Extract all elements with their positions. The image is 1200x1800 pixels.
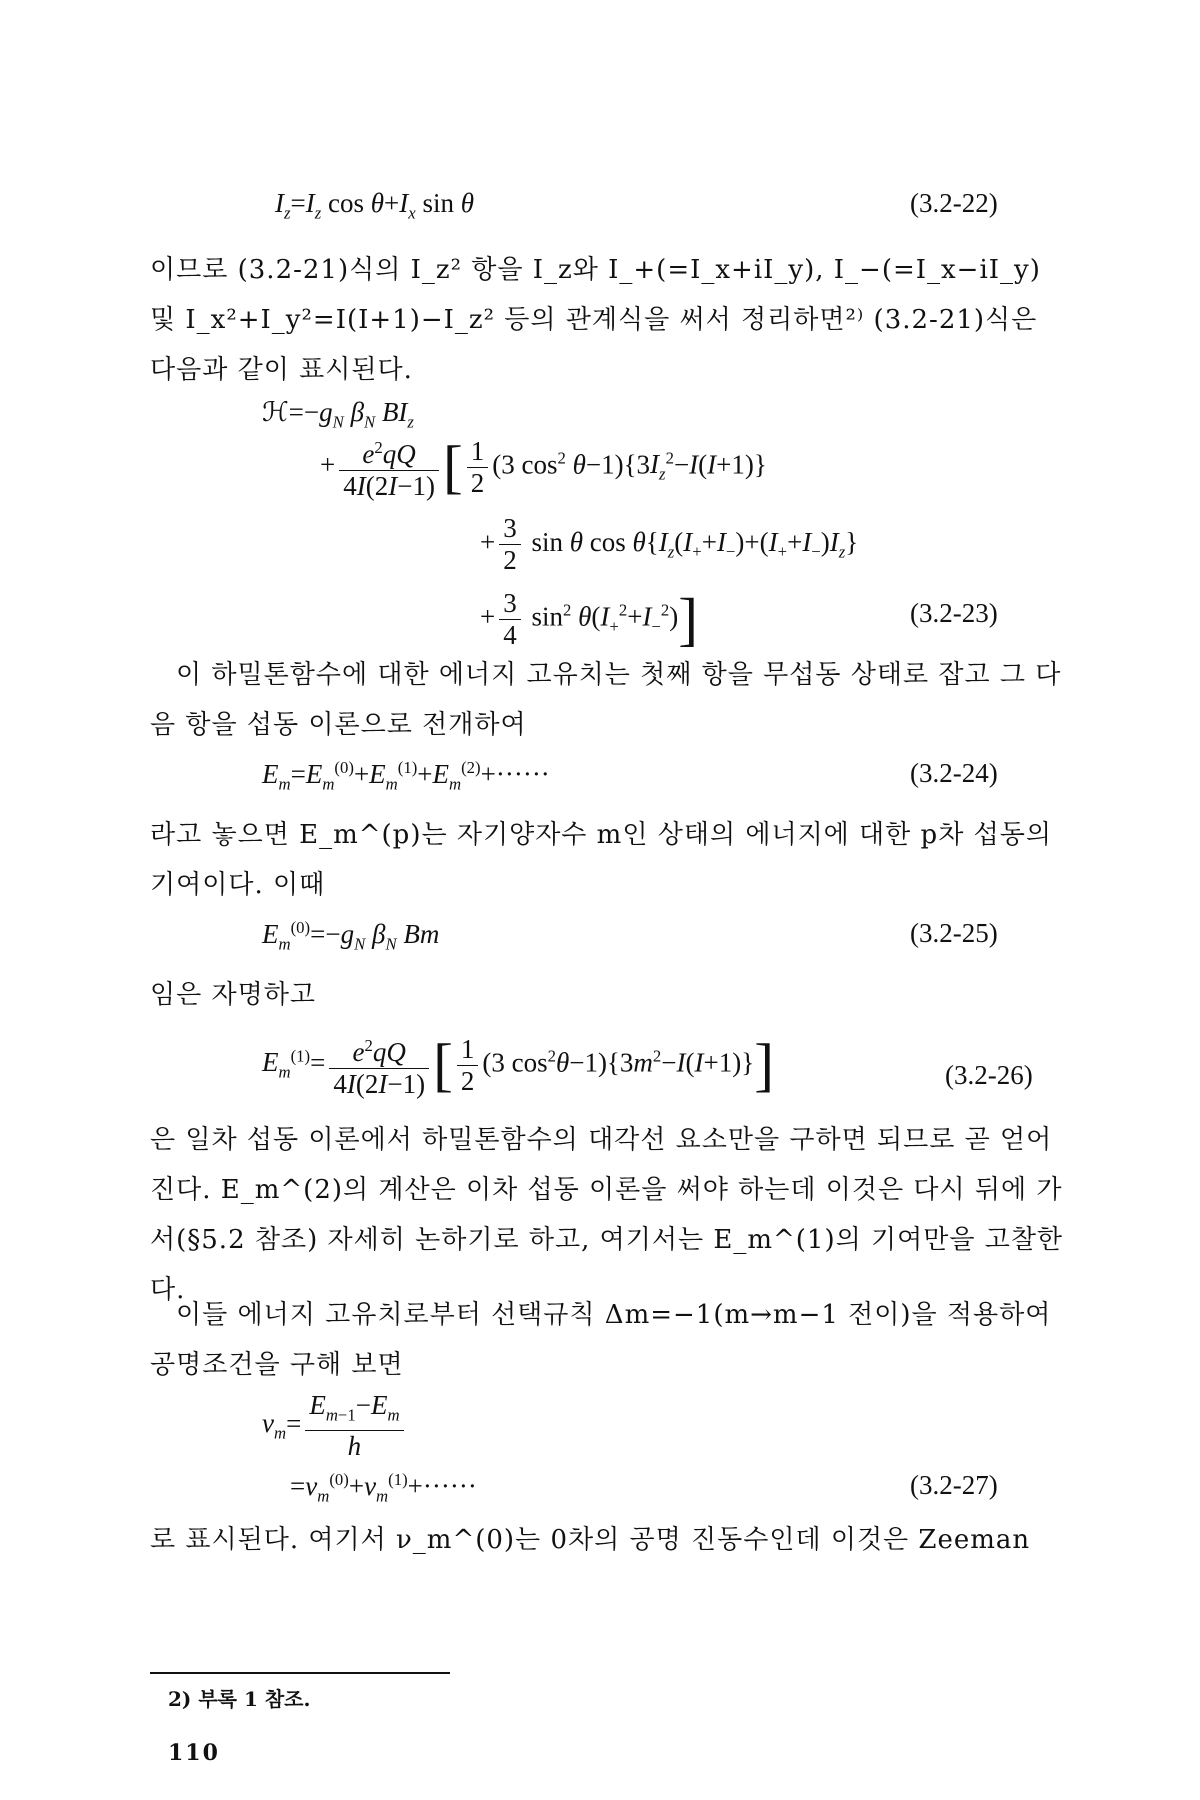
- paragraph: 이므로 (3.2-21)식의 I_z² 항을 I_z와 I_+(=I_x+iI_y), I_−(=I_x−iI_y) 및 I_x²+I_y²=I(I+1)−I_z² 등의 관계식을 써서 정리하면²⁾ (3.2-21)식은 다음과 같이 표시된다.: [150, 255, 1041, 385]
- equation-number: (3.2-24): [910, 758, 998, 788]
- equation-number: (3.2-26): [945, 1060, 1033, 1090]
- equation-3-2-26: $E_m^{(1)}=$ $\frac{e^2qQ}{4I(2I-1)}$ [ $\frac{1}{2}$ (3 $\cos^2\theta-1)\{3m^2-I(I+1)\}$]: [262, 1031, 774, 1100]
- paragraph: 라고 놓으면 E_m^(p)는 자기양자수 m인 상태의 에너지에 대한 p차 섭동의 기여이다. 이때: [150, 820, 1052, 900]
- footnote: 2) 부록 1 참조.: [168, 1687, 311, 1711]
- equation-3-2-23-line-4: + $\frac{3}{4}$ $\sin^2 \theta(I_+^2+I_-^2)$]: [480, 586, 699, 652]
- equation-number: (3.2-22): [910, 188, 998, 218]
- footnote-rule: [150, 1672, 450, 1674]
- equation-3-2-27-line-2: $=\nu_m^{(0)}+\nu_m^{(1)}+\cdot\cdot\cdot\cdot\cdot\cdot$: [290, 1470, 477, 1506]
- equation-3-2-27-line-1: $\nu_m=$ $\frac{E_{m-1}-E_m}{h}$: [262, 1390, 408, 1462]
- equation-number: (3.2-27): [910, 1470, 998, 1500]
- paragraph: 이들 에너지 고유치로부터 선택규칙 Δm=−1(m→m−1 전이)을 적용하여 공명조건을 구해 보면: [150, 1300, 1052, 1380]
- equation-3-2-25: $E_m^{(0)}=-g_N$ $\beta_N$ Bm: [262, 918, 440, 954]
- equation-3-2-23-line-3: + $\frac{3}{2}$ sin θ $\cos \theta\{I_z(I_++I_-)+(I_++I_-)I_z\}$: [480, 513, 859, 576]
- paragraph: 로 표시된다. 여기서 ν_m^(0)는 0차의 공명 진동수인데 이것은 Zeeman: [150, 1525, 1031, 1555]
- paragraph: 이 하밀톤함수에 대한 에너지 고유치는 첫째 항을 무섭동 상태로 잡고 그 다음 항을 섭동 이론으로 전개하여: [150, 660, 1062, 740]
- equation-3-2-24: $E_m=E_m^{(0)}+E_m^{(1)}+E_m^{(2)}+\cdot\cdot\cdot\cdot\cdot\cdot$: [262, 758, 550, 794]
- page-number: 110: [168, 1740, 220, 1766]
- equation-3-2-23-line-2: + $\frac{e^2qQ}{4I(2I-1)}$ [ $\frac{1}{2}$ (3 $\cos^2 \theta-1)\{3I_z^2-I(I+1)\}$: [320, 433, 767, 502]
- paragraph: 임은 자명하고: [150, 980, 316, 1010]
- equation-3-2-22: $I_z=I_z$ $\cos \theta+I_x$ sin θ: [275, 188, 474, 223]
- equation-number: (3.2-25): [910, 918, 998, 948]
- paragraph: 은 일차 섭동 이론에서 하밀톤함수의 대각선 요소만을 구하면 되므로 곧 얻어진다. E_m^(2)의 계산은 이차 섭동 이론을 써야 하는데 이것은 다시 뒤에 가서(§5.2 참조) 자세히 논하기로 하고, 여기서는 E_m^(1)의 기여만을 고찰한다.: [150, 1125, 1064, 1305]
- equation-3-2-23-line-1: $ℋ=-g_N$ $\beta_N$ $BI_z$: [262, 397, 414, 432]
- equation-number: (3.2-23): [910, 598, 998, 628]
